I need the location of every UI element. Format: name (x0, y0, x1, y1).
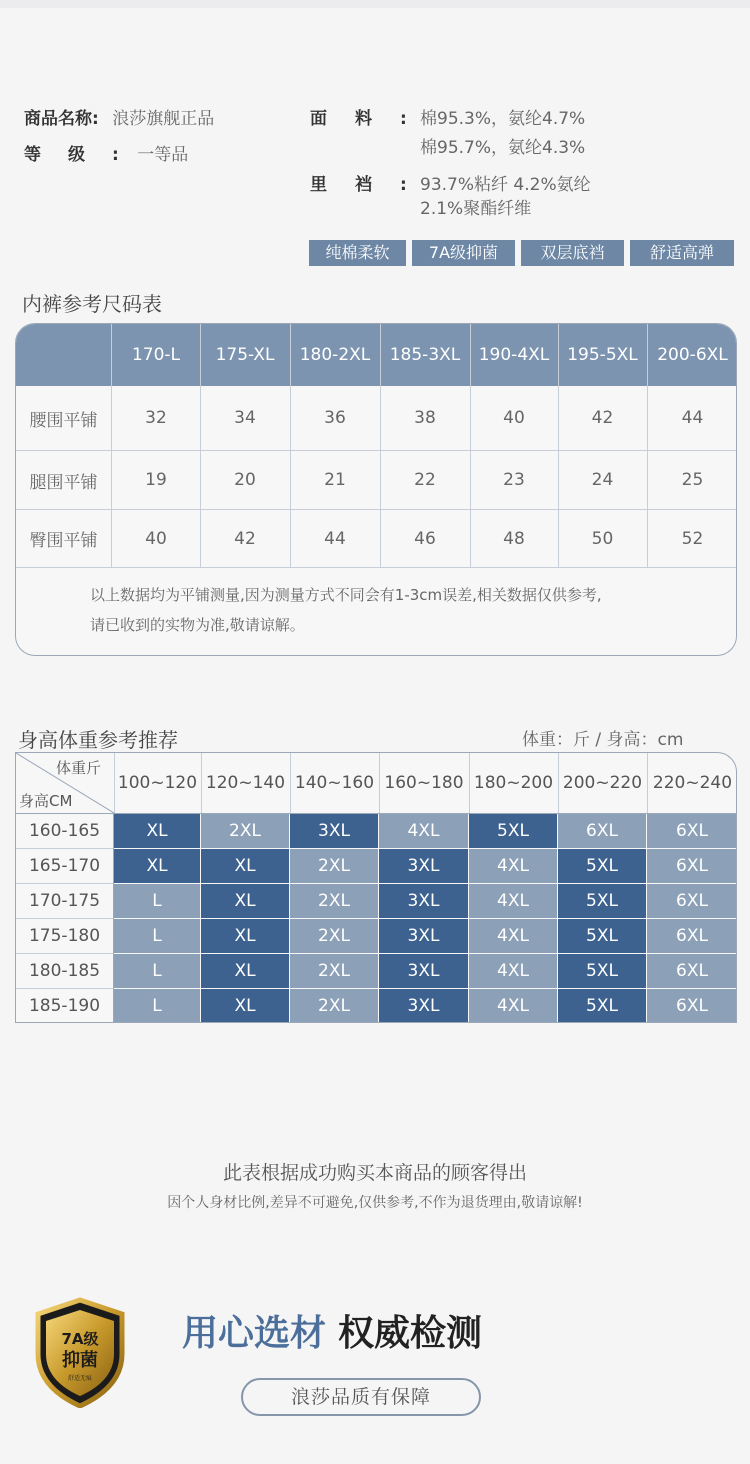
grade-row (24, 140, 188, 165)
size-note-line: 请已收到的实物为准,敬请谅解。 (90, 616, 305, 634)
size-table-header (16, 324, 737, 386)
recommended-size-cell: 6XL (558, 814, 646, 848)
lining-value-2: 2.1%聚酯纤维 (420, 199, 532, 219)
top-strip (0, 0, 750, 8)
size-note-line: 以上数据均为平铺测量,因为测量方式不同会有1-3cm误差,相关数据仅供参考, (90, 586, 602, 604)
grid-line (647, 753, 648, 813)
height-row-label: 185-190 (16, 989, 113, 1023)
height-row-label: 180-185 (16, 954, 113, 988)
recommended-size-cell: L (114, 954, 200, 988)
fabric-label: 面料: (310, 109, 435, 129)
fabric-value-1: 棉95.3%，氨纶4.7% (420, 109, 586, 129)
fabric-row (310, 104, 435, 129)
recommended-size-cell: 3XL (379, 884, 468, 918)
grid-line (16, 567, 737, 568)
recommended-size-cell: XL (201, 884, 289, 918)
recommended-size-cell: 3XL (379, 849, 468, 883)
recommended-size-cell: 2XL (290, 849, 378, 883)
weight-col-header: 180~200 (473, 773, 554, 793)
recommended-size-cell: XL (201, 954, 289, 988)
size-cell: 42 (234, 528, 256, 549)
recommended-size-cell: 2XL (201, 814, 289, 848)
corner-height-label: 身高CM (19, 792, 73, 810)
product-name-label: 商品名称: (24, 109, 99, 129)
recommended-size-cell: XL (201, 849, 289, 883)
weight-col-header: 120~140 (205, 773, 286, 793)
recommended-size-cell: 2XL (290, 919, 378, 953)
size-cell: 52 (681, 528, 704, 549)
size-col-header: 185-3XL (389, 345, 461, 365)
product-name-row (24, 104, 214, 129)
tag-antibacterial: 7A级抑菌 (412, 240, 515, 266)
size-cell: 44 (324, 528, 346, 549)
size-cell: 34 (234, 408, 256, 428)
tag-cotton: 纯棉柔软 (309, 240, 406, 266)
size-cell: 40 (145, 528, 167, 549)
row-label: 腿围平铺 (29, 472, 98, 493)
units-legend: 体重：斤 / 身高：cm (522, 730, 684, 750)
badge-line1: 7A级 (61, 1330, 99, 1348)
grid-line (114, 753, 115, 813)
height-row-label: 165-170 (16, 849, 113, 883)
weight-col-header: 200~220 (562, 773, 643, 793)
grid-line (469, 753, 470, 813)
lining-value-1: 93.7%粘纤 4.2%氨纶 (420, 175, 591, 195)
size-cell: 38 (414, 408, 436, 428)
recommend-table (15, 752, 737, 1023)
recommended-size-cell: 3XL (290, 814, 378, 848)
slogan-part1: 用心选材 (182, 1313, 327, 1354)
fabric-value-2: 棉95.7%，氨纶4.3% (420, 138, 586, 158)
size-cell: 19 (145, 470, 167, 490)
size-cell: 44 (681, 408, 704, 428)
recommended-size-cell: XL (114, 849, 200, 883)
recommend-table-title: 身高体重参考推荐 (18, 728, 178, 752)
product-name-value: 浪莎旗舰正品 (112, 109, 215, 129)
recommended-size-cell: 5XL (558, 954, 646, 988)
weight-col-header: 160~180 (384, 773, 464, 793)
grid-line (290, 753, 291, 813)
recommended-size-cell: 6XL (647, 814, 737, 848)
recommended-size-cell: 3XL (379, 954, 468, 988)
size-col-header: 180-2XL (299, 345, 371, 365)
slogan (182, 1305, 482, 1356)
size-cell: 42 (591, 408, 614, 428)
recommended-size-cell: 4XL (469, 919, 557, 953)
height-row-label: 160-165 (16, 814, 113, 848)
recommended-size-cell: 3XL (379, 989, 468, 1023)
size-cell: 22 (414, 470, 436, 490)
tag-double-crotch: 双层底裆 (521, 240, 624, 266)
antibacterial-badge-icon (30, 1296, 130, 1408)
grade-label: 等级: (24, 145, 146, 165)
size-cell: 48 (503, 528, 525, 549)
size-cell: 50 (591, 528, 614, 549)
recommended-size-cell: 5XL (558, 919, 646, 953)
lining-row (310, 170, 435, 195)
size-cell: 24 (591, 470, 614, 490)
recommended-size-cell: 4XL (469, 884, 557, 918)
recommended-size-cell: L (114, 884, 200, 918)
size-note (90, 580, 602, 640)
corner-weight-label: 体重斤 (56, 759, 102, 777)
size-cell: 46 (414, 528, 436, 549)
size-col-header: 195-5XL (567, 345, 638, 365)
size-cell: 36 (324, 408, 346, 428)
size-table-title: 内裤参考尺码表 (22, 292, 162, 316)
size-cell: 32 (145, 408, 167, 428)
grid-line (379, 753, 380, 813)
recommended-size-cell: L (114, 989, 200, 1023)
grid-line (113, 813, 114, 1023)
size-col-header: 190-4XL (478, 345, 550, 365)
grid-line (201, 753, 202, 813)
recommended-size-cell: 3XL (379, 919, 468, 953)
recommended-size-cell: 5XL (558, 989, 646, 1023)
tag-elastic: 舒适高弹 (630, 240, 734, 266)
recommended-size-cell: XL (114, 814, 200, 848)
lining-label: 里裆: (310, 175, 435, 195)
grade-value: 一等品 (137, 145, 189, 165)
recommended-size-cell: 2XL (290, 884, 378, 918)
row-label: 臀围平铺 (29, 531, 98, 551)
recommended-size-cell: 4XL (469, 849, 557, 883)
recommended-size-cell: 6XL (647, 884, 737, 918)
size-cell: 40 (503, 408, 525, 428)
size-cell: 20 (234, 470, 256, 490)
weight-col-header: 100~120 (117, 773, 198, 793)
quality-guarantee-pill: 浪莎品质有保障 (241, 1378, 481, 1416)
grid-line (558, 753, 559, 813)
footer-disclaimer: 因个人身材比例,差异不可避免,仅供参考,不作为退货理由,敬请谅解! (167, 1195, 583, 1211)
size-table (15, 323, 737, 656)
badge-line2: 抑菌 (62, 1350, 98, 1371)
size-cell: 21 (324, 470, 346, 490)
slogan-part2: 权威检测 (338, 1313, 483, 1354)
recommended-size-cell: 5XL (558, 884, 646, 918)
size-cell: 23 (503, 470, 525, 490)
recommended-size-cell: 2XL (290, 989, 378, 1023)
height-row-label: 170-175 (16, 884, 113, 918)
recommended-size-cell: XL (201, 989, 289, 1023)
recommended-size-cell: 4XL (469, 954, 557, 988)
recommended-size-cell: 6XL (647, 919, 737, 953)
recommended-size-cell: 4XL (469, 989, 557, 1023)
weight-col-header: 220~240 (652, 773, 733, 793)
badge-line3: 舒适无痕 (67, 1375, 93, 1382)
recommended-size-cell: 6XL (647, 849, 737, 883)
size-col-header: 175-XL (215, 345, 275, 365)
recommended-size-cell: 6XL (647, 954, 737, 988)
row-label: 腰围平铺 (29, 410, 98, 431)
weight-col-header: 140~160 (294, 773, 375, 793)
footer-headline: 此表根据成功购买本商品的顾客得出 (222, 1162, 527, 1184)
size-col-header: 200-6XL (657, 345, 728, 365)
size-col-header: 170-L (131, 345, 181, 365)
feature-tags (309, 240, 734, 266)
recommended-size-cell: XL (201, 919, 289, 953)
recommended-size-cell: 4XL (379, 814, 468, 848)
product-info (24, 104, 724, 219)
recommended-size-cell: L (114, 919, 200, 953)
recommended-size-cell: 2XL (290, 954, 378, 988)
recommended-size-cell: 6XL (647, 989, 737, 1023)
recommended-size-cell: 5XL (469, 814, 557, 848)
recommended-size-cell: 5XL (558, 849, 646, 883)
height-row-label: 175-180 (16, 919, 113, 953)
size-cell: 25 (681, 470, 704, 490)
